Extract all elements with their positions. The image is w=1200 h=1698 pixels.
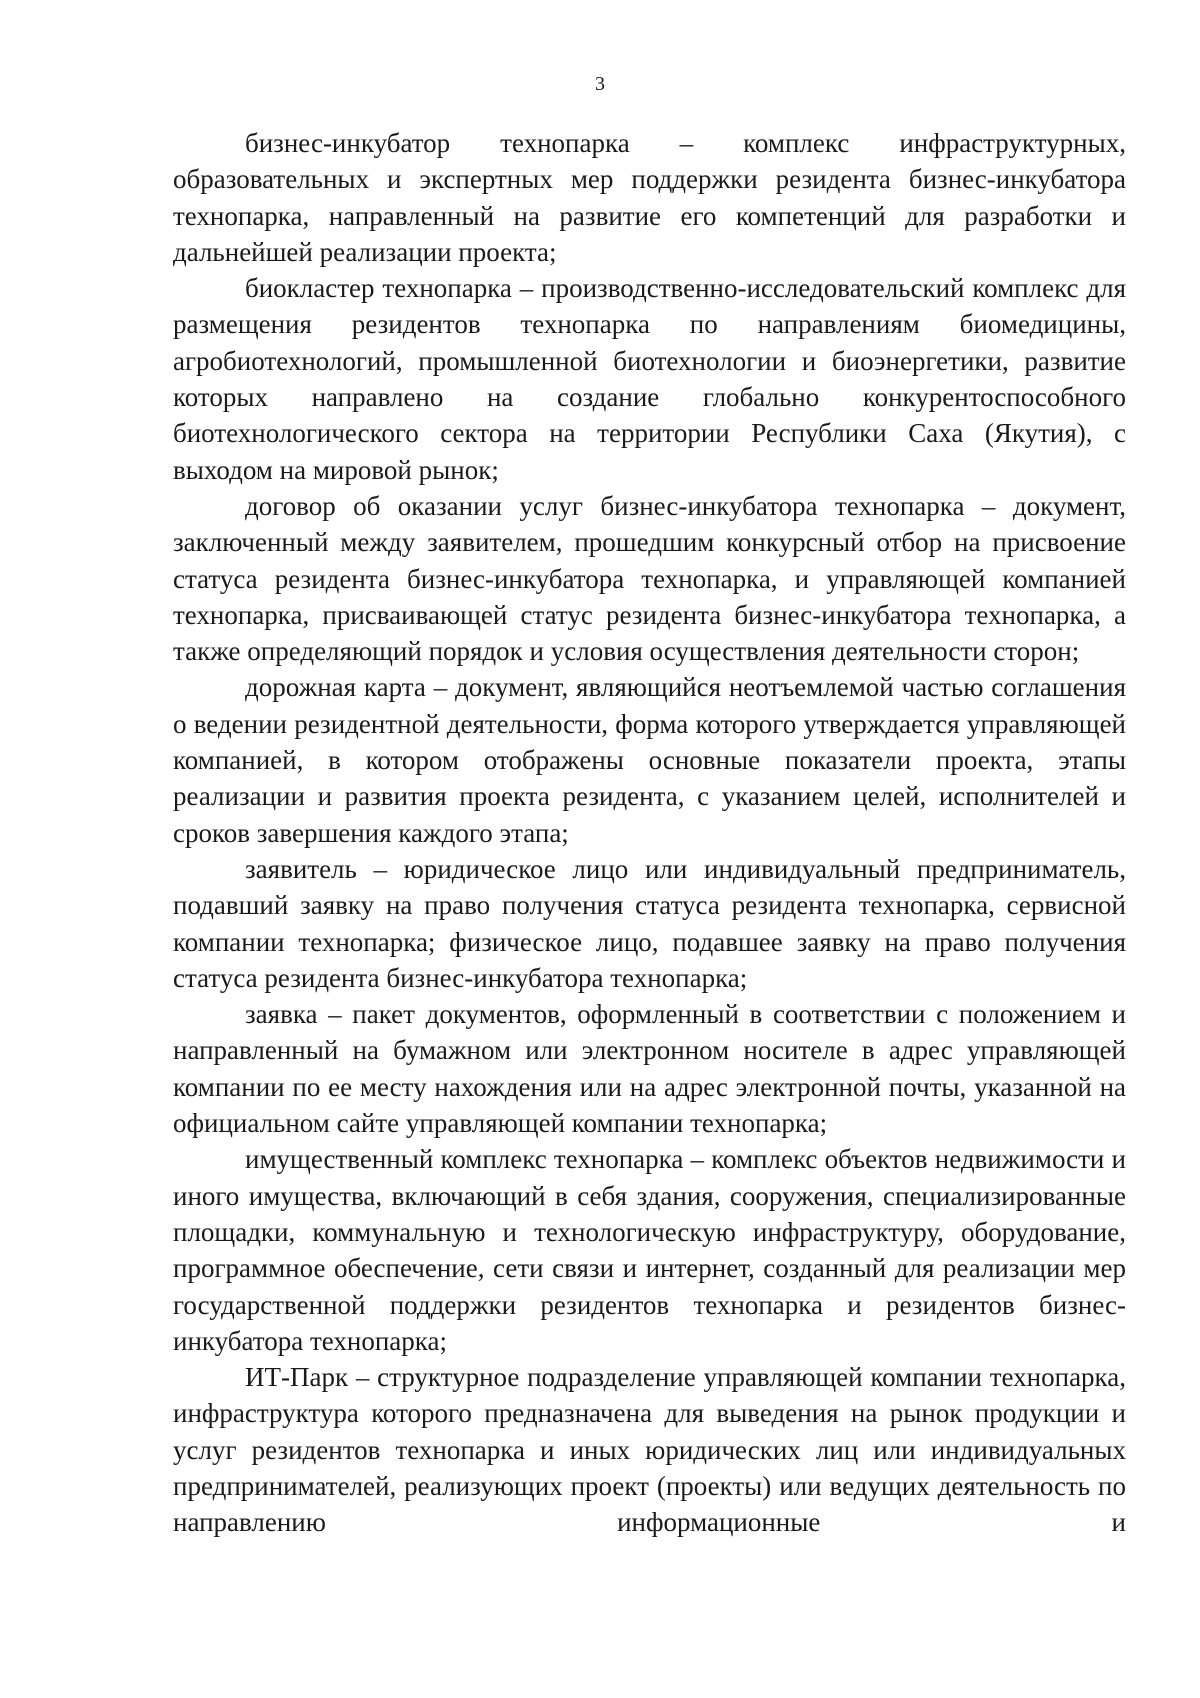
paragraph-application: заявка – пакет документов, оформленный в соответствии с положением и направленный на бумажном или электронном носителе в адрес управляющей компании по ее месту нахождения или на адрес электронной почты, указанной на официальном сайте управляющей компании технопарка;: [173, 999, 1126, 1139]
paragraph-service-agreement: договор об оказании услуг бизнес-инкубатора технопарка – документ, заключенный между заявителем, прошедшим конкурсный отбор на присвоение статуса резидента бизнес-инкубатора технопарка, и управляющей компанией технопарка, присваивающей статус резидента бизнес-инкубатора технопарка, а также определяющий порядок и условия осуществления деятельности сторон;: [173, 490, 1126, 667]
document-body: [173, 125, 1126, 1541]
paragraph-roadmap: дорожная карта – документ, являющийся неотъемлемой частью соглашения о ведении резидентной деятельности, форма которого утверждается управляющей компанией, в котором отображены основные показатели проекта, этапы реализации и развития проекта резидента, с указанием целей, исполнителей и сроков завершения каждого этапа;: [173, 672, 1126, 848]
paragraph-property-complex: имущественный комплекс технопарка – комплекс объектов недвижимости и иного имущества, включающий в себя здания, сооружения, специализированные площадки, коммунальную и технологическую инфраструктуру, оборудование, программное обеспечение, сети связи и интернет, созданный для реализации мер государственной поддержки резидентов технопарка и резидентов бизнес-инкубатора технопарка;: [173, 1144, 1126, 1356]
paragraph-it-park: ИТ-Парк – структурное подразделение управляющей компании технопарка, инфраструктура которого предназначена для выведения на рынок продукции и услуг резидентов технопарка и иных юридических лиц или индивидуальных предпринимателей, реализующих проект (проекты) или ведущих деятельность по направлению информационные и: [173, 1362, 1126, 1538]
page-number: 3: [595, 73, 605, 95]
paragraph-applicant: заявитель – юридическое лицо или индивидуальный предприниматель, подавший заявку на право получения статуса резидента технопарка, сервисной компании технопарка; физическое лицо, подавшее заявку на право получения статуса резидента бизнес-инкубатора технопарка;: [173, 853, 1126, 993]
paragraph-business-incubator: бизнес-инкубатор технопарка – комплекс инфраструктурных, образовательных и экспертных мер поддержки резидента бизнес-инкубатора технопарка, направленный на развитие его компетенций для разработки и дальнейшей реализации проекта;: [173, 128, 1126, 267]
paragraph-biocluster: биокластер технопарка – производственно-исследовательский комплекс для размещения резидентов технопарка по направлениям биомедицины, агробиотехнологий, промышленной биотехнологии и биоэнергетики, развитие которых направлено на создание глобально конкурентоспособного биотехнологического сектора на территории Республики Саха (Якутия), с выходом на мировой рынок;: [173, 273, 1126, 485]
